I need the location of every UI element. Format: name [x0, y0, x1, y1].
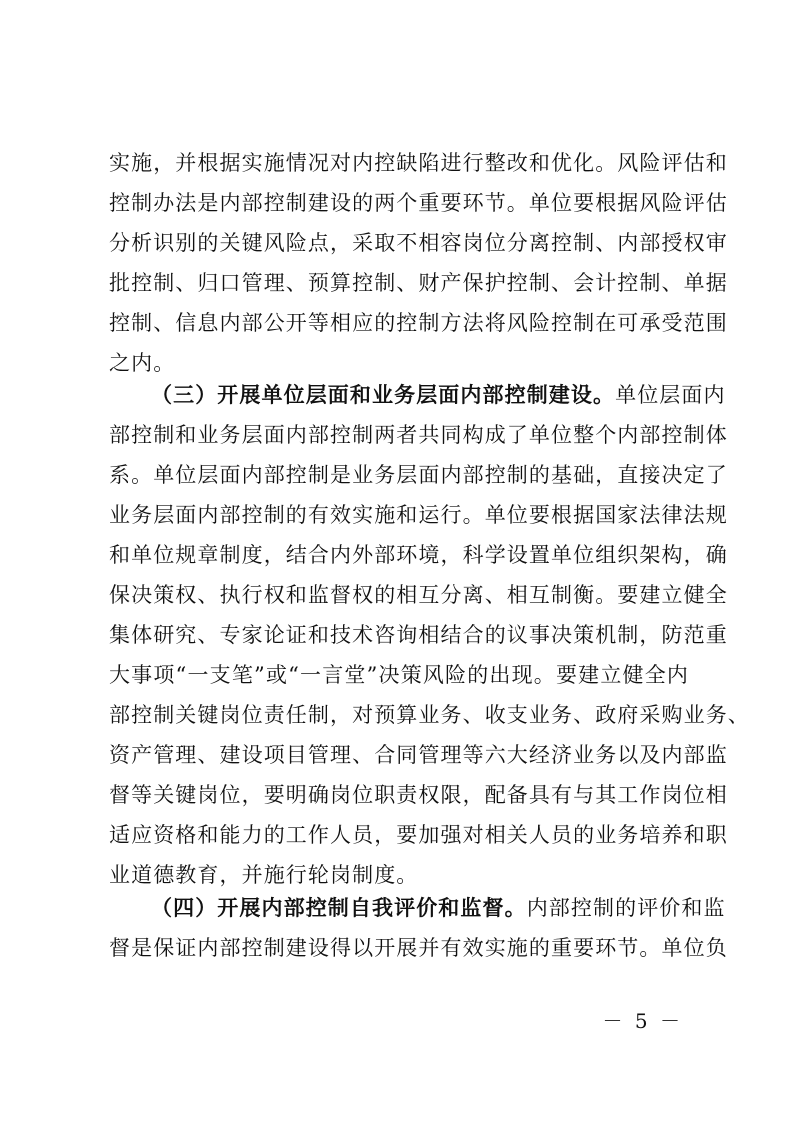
- paragraph-line: 保决策权、执行权和监督权的相互分离、相互制衡。要建立健全: [109, 583, 728, 607]
- section-4-first-line: [151, 888, 726, 928]
- paragraph-line: 系。单位层面内部控制是业务层面内部控制的基础，直接决定了: [109, 463, 728, 487]
- section-3-text: 单位层面内: [615, 383, 726, 407]
- section-3-first-line: [151, 375, 726, 415]
- section-4-heading: （四）开展内部控制自我评价和监督。: [151, 895, 527, 920]
- paragraph-line: 业道德教育，并施行轮岗制度。: [109, 863, 419, 887]
- paragraph-line: 批控制、归口管理、预算控制、财产保护控制、会计控制、单据: [109, 271, 728, 295]
- paragraph-line: 业务层面内部控制的有效实施和运行。单位要根据国家法律法规: [109, 503, 728, 527]
- paragraph-line: 部控制和业务层面内部控制两者共同构成了单位整个内部控制体: [109, 423, 728, 447]
- page-number: － 5 －: [602, 1009, 683, 1033]
- paragraph-line: 督等关键岗位，要明确岗位职责权限，配备具有与其工作岗位相: [109, 783, 728, 807]
- section-3-heading: （三）开展单位层面和业务层面内部控制建设。: [151, 382, 616, 407]
- paragraph-line: 督是保证内部控制建设得以开展并有效实施的重要环节。单位负: [109, 936, 728, 960]
- paragraph-line: 适应资格和能力的工作人员，要加强对相关人员的业务培养和职: [109, 823, 728, 847]
- paragraph-line: 资产管理、建设项目管理、合同管理等六大经济业务以及内部监: [109, 743, 728, 767]
- paragraph-line: 控制办法是内部控制建设的两个重要环节。单位要根据风险评估: [109, 191, 728, 215]
- paragraph-line: 控制、信息内部公开等相应的控制方法将风险控制在可承受范围: [109, 311, 728, 335]
- paragraph-line: 集体研究、专家论证和技术咨询相结合的议事决策机制，防范重: [109, 623, 728, 647]
- paragraph-line: 部控制关键岗位责任制，对预算业务、收支业务、政府采购业务、: [109, 703, 750, 727]
- paragraph-line: 实施，并根据实施情况对内控缺陷进行整改和优化。风险评估和: [109, 151, 728, 175]
- section-4-text: 内部控制的评价和监: [526, 896, 726, 920]
- paragraph-line: 之内。: [109, 351, 176, 375]
- paragraph-line: 大事项“一支笔”或“一言堂”决策风险的出现。要建立健全内: [109, 663, 689, 687]
- paragraph-line: 分析识别的关键风险点，采取不相容岗位分离控制、内部授权审: [109, 231, 728, 255]
- paragraph-line: 和单位规章制度，结合内外部环境，科学设置单位组织架构，确: [109, 543, 728, 567]
